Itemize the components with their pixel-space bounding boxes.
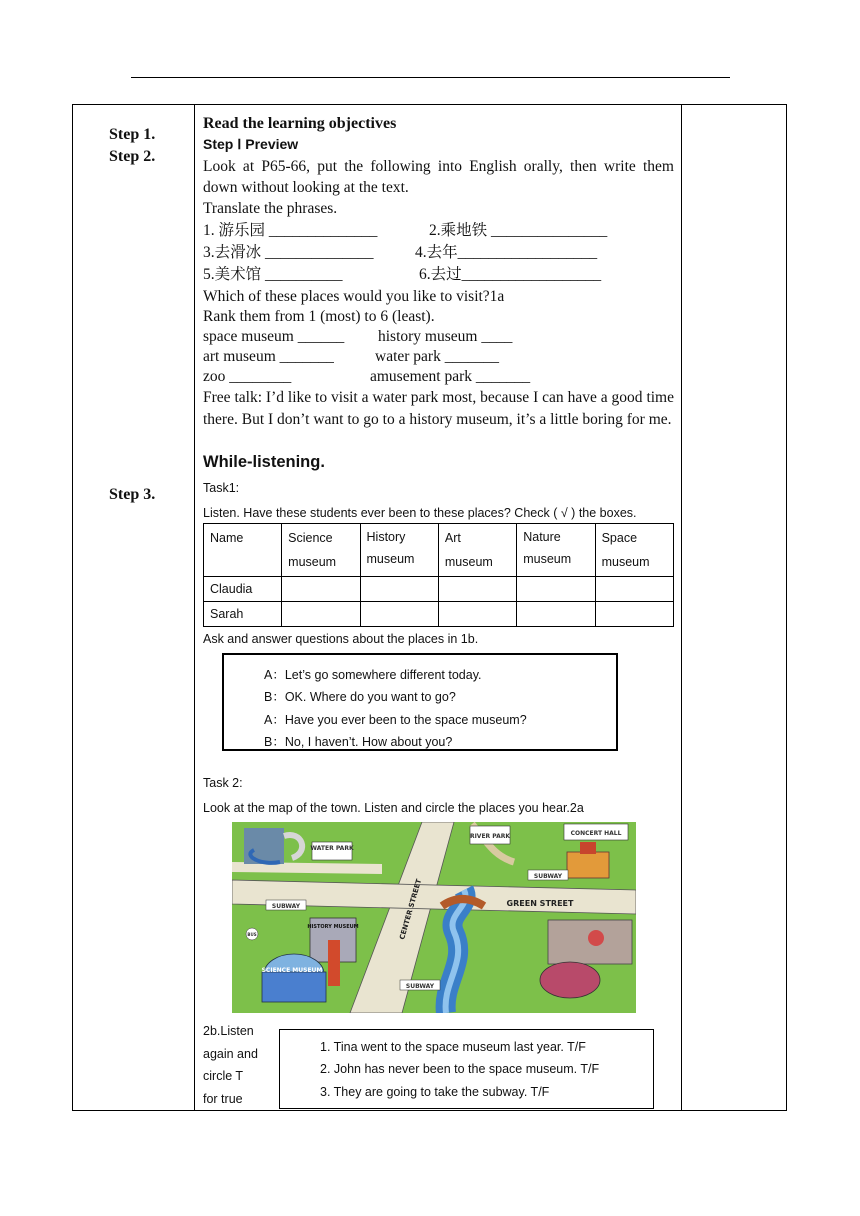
table-row	[204, 602, 674, 627]
concert-hall-roof	[580, 842, 596, 854]
task2-instruction: Look at the map of the town. Listen and circle the places you hear.2a	[203, 801, 584, 815]
phrase-3: 3.去滑冰 ______________	[203, 244, 374, 261]
header-science-museum: Science museum	[282, 524, 360, 577]
checkbox-cell[interactable]	[438, 602, 516, 627]
water-park-tower	[244, 828, 284, 864]
place-space-museum: space museum ______	[203, 328, 345, 345]
header-space-museum: Space museum	[595, 524, 673, 577]
concert-hall-label: CONCERT HALL	[570, 830, 622, 837]
center-street-label: CENTER STREET	[398, 878, 424, 941]
phrase-6: 6.去过__________________	[419, 266, 602, 283]
phrase-2: 2.乘地铁 _______________	[429, 222, 608, 239]
tf-item-3: 3. They are going to take the subway. T/F	[320, 1085, 550, 1099]
green-street-label: GREEN STREET	[506, 899, 574, 908]
task2-title: Task 2:	[203, 776, 243, 790]
checkbox-cell[interactable]	[517, 577, 595, 602]
phrase-5: 5.美术馆 __________	[203, 266, 343, 283]
dialogue-box	[222, 653, 618, 751]
task1-title: Task1:	[203, 481, 240, 495]
place-art-museum: art museum _______	[203, 348, 334, 365]
column-divider-left	[194, 105, 195, 1110]
dialogue-line-4: B：No, I haven’t. How about you?	[264, 735, 453, 749]
place-water-park: water park _______	[375, 348, 499, 365]
visit-question: Which of these places would you like to visit?1a	[203, 288, 505, 305]
subway-label-bottom: SUBWAY	[405, 983, 435, 990]
museum-emblem	[588, 930, 604, 946]
task1-header-row	[204, 524, 674, 577]
listen-2b-line-2: again and	[203, 1047, 258, 1061]
checkbox-cell[interactable]	[595, 602, 673, 627]
task1-table	[203, 523, 674, 627]
subway-label-right: SUBWAY	[533, 873, 563, 880]
checkbox-cell[interactable]	[360, 577, 438, 602]
bus-stop-label: BUS	[247, 932, 257, 937]
table-row	[204, 577, 674, 602]
phrase-4: 4.去年__________________	[415, 244, 598, 261]
history-rocket	[328, 940, 340, 986]
header-nature-museum: Nature museum	[517, 524, 595, 577]
phrase-1: 1. 游乐园 ______________	[203, 222, 378, 239]
tf-item-2: 2. John has never been to the space museum. T/F	[320, 1062, 600, 1076]
header-name: Name	[204, 524, 282, 577]
rank-instruction: Rank them from 1 (most) to 6 (least).	[203, 308, 435, 325]
checkbox-cell[interactable]	[595, 577, 673, 602]
concert-hall-building	[567, 852, 609, 878]
true-false-box	[279, 1029, 654, 1109]
history-museum-label: HISTORY MUSEUM	[307, 924, 359, 930]
column-divider-right	[681, 105, 682, 1110]
row-name: Sarah	[204, 602, 282, 627]
dialogue-line-1: A：Let’s go somewhere different today.	[264, 668, 482, 682]
listen-2b-line-1: 2b.Listen	[203, 1024, 254, 1038]
step-1-label: Step 1.	[109, 126, 156, 143]
while-listening-heading: While-listening.	[203, 453, 325, 471]
ask-answer-instruction: Ask and answer questions about the places in 1b.	[203, 632, 479, 646]
header-history-museum: History museum	[360, 524, 438, 577]
town-map[interactable]	[232, 822, 636, 1013]
checkbox-cell[interactable]	[282, 602, 360, 627]
water-park-label: WATER PARK	[310, 845, 354, 852]
checkbox-cell[interactable]	[282, 577, 360, 602]
preview-title: Step Ⅰ Preview	[203, 136, 299, 152]
place-zoo: zoo ________	[203, 368, 292, 385]
place-amusement-park: amusement park _______	[370, 368, 531, 385]
preview-instruction: Look at P65-66, put the following into English orally, then write them down without looking at the text.	[203, 158, 674, 196]
listen-2b-line-4: for true	[203, 1092, 243, 1106]
place-history-museum: history museum ____	[378, 328, 513, 345]
free-talk: Free talk: I’d like to visit a water park most, because I can have a good time there. But I don’t want to go to a history museum, it’s a little boring for me.	[203, 389, 674, 428]
objectives-heading: Read the learning objectives	[203, 115, 397, 132]
checkbox-cell[interactable]	[360, 602, 438, 627]
header-art-museum: Art museum	[438, 524, 516, 577]
listen-2b-line-3: circle T	[203, 1069, 244, 1083]
checkbox-cell[interactable]	[438, 577, 516, 602]
dialogue-line-2: B：OK. Where do you want to go?	[264, 690, 456, 704]
checkbox-cell[interactable]	[517, 602, 595, 627]
science-museum-building	[262, 972, 326, 1002]
science-museum-label: SCIENCE MUSEUM	[261, 967, 323, 974]
subway-label-left: SUBWAY	[271, 903, 301, 910]
translate-title: Translate the phrases.	[203, 200, 338, 217]
row-name: Claudia	[204, 577, 282, 602]
task1-instruction: Listen. Have these students ever been to these places? Check ( √ ) the boxes.	[203, 506, 637, 520]
amusement-ride	[540, 962, 600, 998]
river-park-label: RIVER PARK	[469, 833, 511, 840]
step-2-label: Step 2.	[109, 148, 156, 165]
step-3-label: Step 3.	[109, 486, 156, 503]
dialogue-line-3: A：Have you ever been to the space museum?	[264, 713, 527, 727]
header-rule	[131, 77, 730, 78]
tf-item-1: 1. Tina went to the space museum last year. T/F	[320, 1040, 586, 1054]
